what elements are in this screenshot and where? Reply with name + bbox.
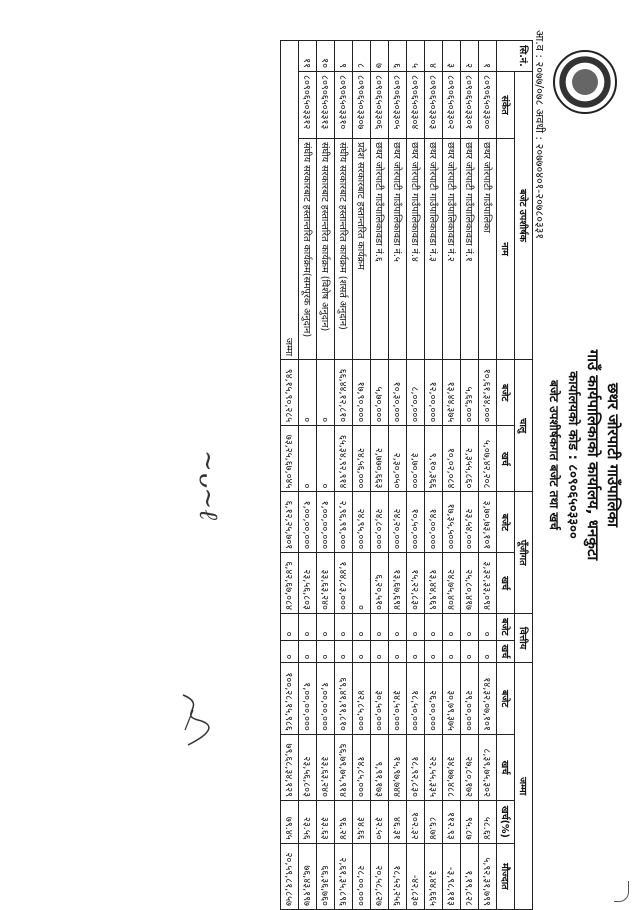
- bal-cell: २०,५८,८२७: [371, 843, 389, 909]
- tot-e-cell: २३,५६,८०३: [299, 734, 317, 800]
- name-cell: संघीय सरकारबाट हस्तान्तरित कार्यक्रम (विशेष अनुदान): [317, 139, 335, 360]
- report-title: बजेट उपशीर्षकगत बजेट तथा खर्च: [547, 380, 561, 530]
- code-cell: ८०९०६५०३३१२: [299, 72, 317, 139]
- table-row: [461, 41, 479, 910]
- bal-cell: ६६,३६,७६०: [317, 843, 335, 909]
- cur-e-cell: २,३०,०५०: [389, 426, 407, 492]
- cur-e-cell: ६५,३४,९२,९१४: [335, 426, 353, 492]
- cap-e-cell: २५,८०,४१७: [461, 553, 479, 614]
- name-cell: संघीय सरकारबाट हस्तान्तरित कार्यक्रम (शसर्त अनुदान): [335, 139, 353, 360]
- fin-b-cell: ०: [317, 614, 335, 641]
- name-cell: छथर जोरपाटी गाउँपालिकावडा नं.५: [389, 139, 407, 360]
- cap-e-cell: २३,५६,८०३: [299, 553, 317, 614]
- office-name: छथर जोरपाटी गाउँपालिका: [604, 382, 622, 528]
- capital-header: पूँजीगत: [515, 492, 533, 614]
- sn-cell: १०: [317, 41, 335, 72]
- tot-e-cell: १४,८५,०००: [353, 734, 371, 800]
- tot-e-cell: ६६,७९,७५,९१४: [335, 734, 353, 800]
- cap-b-cell: १,००,००,०००: [317, 492, 335, 553]
- tot-b-cell: २९,००,०००: [461, 663, 479, 735]
- name-cell: छथर जोरपाटी गाउँपालिकावडा नं.४: [407, 139, 425, 360]
- bal-cell: ७६,४३,१९७: [299, 843, 317, 909]
- pct-cell: ५८.६४: [479, 801, 497, 844]
- pct-cell: ९६.२४: [335, 801, 353, 844]
- code-cell: ८०९०६५०३३१०: [335, 72, 353, 139]
- subhead-header: बजेट उपशीर्षक: [515, 72, 533, 360]
- handwritten-signature: ~ᴗ~ℓ: [193, 450, 223, 521]
- pct-cell: ८६.७४: [425, 801, 443, 844]
- tot-b-cell: ४२,८५,०००: [353, 663, 371, 735]
- tot-b-cell: २६,००,०००: [425, 663, 443, 735]
- fin-b-cell: ०: [371, 614, 389, 641]
- cap-b-cell: २४,२०,०००: [389, 492, 407, 553]
- cur-b-cell: १०,६१,३४,०००: [479, 360, 497, 426]
- tot-b-cell: १,००,००,०००: [317, 663, 335, 735]
- tot-e-cell: ३४,७७,४८८: [443, 734, 461, 800]
- expense-col-header: खर्च: [497, 553, 515, 614]
- tot-b-cell: १८,५०,०००: [407, 663, 425, 735]
- sn-cell: ४: [425, 41, 443, 72]
- fin-e-cell: ०: [461, 640, 479, 663]
- cap-b-cell: १४,००,०००: [425, 492, 443, 553]
- pct-cell: २३.५६: [299, 801, 317, 844]
- expense-col-header: खर्च: [497, 426, 515, 492]
- total-pct-cell: ७९.४५: [281, 801, 299, 844]
- budget-col-header: बजेट: [497, 360, 515, 426]
- fin-b-cell: ०: [299, 614, 317, 641]
- table-row: [479, 41, 497, 910]
- fin-e-cell: ०: [443, 640, 461, 663]
- cap-e-cell: १३,४४,९६९: [425, 553, 443, 614]
- cap-e-cell: ३३,६३,२४०: [317, 553, 335, 614]
- fin-e-cell: ०: [299, 640, 317, 663]
- pct-cell: १०२.३२: [407, 801, 425, 844]
- fiscal-year-period: आ.व : २०७७/०७८ अवधी : २०७७०४०१-२०७८०३३१: [533, 30, 546, 240]
- pct-cell: ४६.३१: [389, 801, 407, 844]
- fin-e-cell: ०: [335, 640, 353, 663]
- tot-e-cell: २२,५५,३३५: [425, 734, 443, 800]
- cap-e-cell: १५,२२,८३०: [407, 553, 425, 614]
- fin-e-cell: ०: [317, 640, 335, 663]
- cur-b-cell: ५,७०,०००: [371, 360, 389, 426]
- tot-e-cell: १८,९२,८३०: [407, 734, 425, 800]
- expense-col-header: खर्च: [497, 640, 515, 663]
- name-cell: छथर जोरपाटी गाउँपालिका: [479, 139, 497, 360]
- tot-b-cell: ३०,५०,०००: [371, 663, 389, 735]
- tot-e-cell: ९,९१,१७३: [371, 734, 389, 800]
- total-cur-e-cell: ७३,२५,६७,०४५: [281, 426, 299, 492]
- code-cell: ८०९०६५०३३०४: [407, 72, 425, 139]
- cur-e-cell: ९,१०,३६६: [425, 426, 443, 492]
- fin-e-cell: ०: [407, 640, 425, 663]
- total-fin-e-cell: ०: [281, 640, 299, 663]
- cur-e-cell: ५,०७,४२,२०८: [479, 426, 497, 492]
- table-row: [299, 41, 317, 910]
- fin-b-cell: ०: [443, 614, 461, 641]
- cap-b-cell: १,००,००,०००: [299, 492, 317, 553]
- fin-e-cell: ०: [371, 640, 389, 663]
- table-row: [407, 41, 425, 910]
- cur-e-cell: ०: [317, 426, 335, 492]
- fin-b-cell: ०: [407, 614, 425, 641]
- sn-cell: ६: [389, 41, 407, 72]
- cur-e-cell: २,३५५,८६०: [461, 426, 479, 492]
- cur-e-cell: २,७७०,६६३: [371, 426, 389, 492]
- bal-cell: ५,९२,३१,७९९: [479, 843, 497, 909]
- bal-cell: १८,५२,२५६: [389, 843, 407, 909]
- sn-cell: १: [479, 41, 497, 72]
- sn-cell: ५: [407, 41, 425, 72]
- fin-e-cell: ०: [425, 640, 443, 663]
- name-cell: प्रदेश सरकारबाट हस्तान्तरित कार्यक्रम: [353, 139, 371, 360]
- pct-col-header: खर्च(%): [497, 801, 515, 844]
- pct-cell: ११२.९३: [443, 801, 461, 844]
- cap-b-cell: २४,९५,०००: [353, 492, 371, 553]
- code-col-header: संकेत: [497, 72, 515, 139]
- sn-cell: २: [461, 41, 479, 72]
- fin-b-cell: ०: [479, 614, 497, 641]
- name-col-header: नाम: [497, 139, 515, 360]
- bal-cell: -४२,८३०: [407, 843, 425, 909]
- total-tot-b-cell: १००,२८,१५,९८६: [281, 663, 299, 735]
- total-header: जम्मा: [515, 663, 533, 910]
- cap-e-cell: ३,३२,३३,०९४: [479, 553, 497, 614]
- bal-cell: -३,९८,११३: [443, 843, 461, 909]
- name-cell: संघीय सरकारबाट हस्तान्तरित कार्यक्रम(समपूरक अनुदान): [299, 139, 317, 360]
- fin-e-cell: ०: [479, 640, 497, 663]
- bal-cell: २८,००,०००: [353, 843, 371, 909]
- cap-e-cell: १३,६७,६९४: [389, 553, 407, 614]
- tot-b-cell: ६९,४१,११,८१०: [335, 663, 353, 735]
- total-tot-e-cell: ७९,६८,३४,१२९: [281, 734, 299, 800]
- table-row: [353, 41, 371, 910]
- code-cell: ८०९०६५०३३०३: [425, 72, 443, 139]
- cur-b-cell: १२,००,०००: [425, 360, 443, 426]
- cap-e-cell: १,४४,८३,०००: [335, 553, 353, 614]
- total-label: जम्मा: [281, 41, 299, 360]
- code-cell: ८०९०६५०३३०२: [443, 72, 461, 139]
- cap-e-cell: ०: [353, 553, 371, 614]
- cur-e-cell: १०,०२,०८४: [443, 426, 461, 492]
- fin-b-cell: ०: [425, 614, 443, 641]
- sn-cell: ९: [335, 41, 353, 72]
- cur-b-cell: ६६,४४,१२,८१०: [335, 360, 353, 426]
- tot-e-cell: ८,३९,७५,३०२: [479, 734, 497, 800]
- budget-col-header: बजेट: [497, 614, 515, 641]
- cur-b-cell: ८,००,०००: [407, 360, 425, 426]
- sn-cell: ७: [371, 41, 389, 72]
- budget-col-header: बजेट: [497, 663, 515, 735]
- code-cell: ८०९०६५०३३०६: [371, 72, 389, 139]
- code-cell: ८०९०६५०३३१३: [317, 72, 335, 139]
- tot-e-cell: ३३,६३,२४०: [317, 734, 335, 800]
- current-header: चालु: [515, 360, 533, 492]
- cur-e-cell: ३,७०,०००: [407, 426, 425, 492]
- office-subtitle: गाउँ कार्यपालिकाको कार्यालय, धनकुटा: [584, 349, 602, 561]
- tot-b-cell: १,००,००,०००: [299, 663, 317, 735]
- cur-e-cell: २४,५६,०००: [353, 426, 371, 492]
- total-cur-b-cell: ९४,१५,९०,२८५: [281, 360, 299, 426]
- cur-e-cell: ०: [299, 426, 317, 492]
- table-row: [443, 41, 461, 910]
- balance-col-header: मौज्दात: [497, 843, 515, 909]
- fin-b-cell: ०: [461, 614, 479, 641]
- pct-cell: ९५.८७: [461, 801, 479, 844]
- name-cell: छथर जोरपाटी गाउँपालिकावडा नं.२: [443, 139, 461, 360]
- tot-e-cell: २७,८०,१७२: [461, 734, 479, 800]
- cap-b-cell: २४,८०,०००: [371, 492, 389, 553]
- cap-e-cell: २४,७५,४०४: [443, 553, 461, 614]
- table-row: [389, 41, 407, 910]
- cap-b-cell: २,९६,९९,०००: [335, 492, 353, 553]
- name-cell: छथर जोरपाटी गाउँपालिकावडा नं.३: [425, 139, 443, 360]
- total-bal-cell: २०,५९,८१,८५७: [281, 843, 299, 909]
- cur-b-cell: ०: [317, 360, 335, 426]
- tot-b-cell: ३४,५०,०००: [389, 663, 407, 735]
- sn-cell: ३: [443, 41, 461, 72]
- code-cell: ८०९०६५०३३०१: [461, 72, 479, 139]
- financing-header: वित्तीय: [515, 614, 533, 663]
- signature-scribble-icon: [173, 690, 213, 750]
- fin-b-cell: ०: [353, 614, 371, 641]
- budget-table: [280, 40, 533, 910]
- office-code: कार्यालयको कोड : ८०९०६५०३३००: [565, 371, 580, 539]
- table-row: [317, 41, 335, 910]
- expense-col-header: खर्च: [497, 734, 515, 800]
- name-cell: छथर जोरपाटी गाउँपालिकावडा नं.१: [461, 139, 479, 360]
- bal-cell: १,१९,८२८: [461, 843, 479, 909]
- pct-cell: ३४.६६: [353, 801, 371, 844]
- cur-b-cell: १०,३०,०००: [389, 360, 407, 426]
- cur-b-cell: १३,४४,३७५: [443, 360, 461, 426]
- fin-e-cell: ०: [389, 640, 407, 663]
- cap-b-cell: ३,७०,७३,१०१: [479, 492, 497, 553]
- budget-col-header: बजेट: [497, 492, 515, 553]
- total-cap-e-cell: ६,४२,६७,०८४: [281, 553, 299, 614]
- bal-cell: ३,४४,६६५: [425, 843, 443, 909]
- cur-b-cell: ५,६६,०००: [461, 360, 479, 426]
- tot-e-cell: १५,९७,७४४: [389, 734, 407, 800]
- name-cell: छथर जोरपाटी गाउँपालिकावडा नं.६: [371, 139, 389, 360]
- cur-b-cell: १७,९०,०००: [353, 360, 371, 426]
- pct-cell: ३२.५०: [371, 801, 389, 844]
- sn-header: सि.नं.: [497, 41, 533, 72]
- table-row: [335, 41, 353, 910]
- table-row: [425, 41, 443, 910]
- cap-e-cell: ६,२०,५१०: [371, 553, 389, 614]
- fin-b-cell: ०: [335, 614, 353, 641]
- bal-cell: २,६१,३५,८९६: [335, 843, 353, 909]
- pct-cell: ३३.६३: [317, 801, 335, 844]
- cur-b-cell: ०: [299, 360, 317, 426]
- fin-b-cell: ०: [389, 614, 407, 641]
- tot-b-cell: १४,३२,०७,१०१: [479, 663, 497, 735]
- code-cell: ८०९०६५०३३०५: [389, 72, 407, 139]
- tot-b-cell: ३०,७९,३७५: [443, 663, 461, 735]
- cap-b-cell: २३,५४,०००: [461, 492, 479, 553]
- table-row: [371, 41, 389, 910]
- total-cap-b-cell: ६,१२,२५,७०१: [281, 492, 299, 553]
- cap-b-cell: १०,५०,०००: [407, 492, 425, 553]
- table-body: [281, 41, 497, 910]
- code-cell: ८०९०६५०३३०७: [353, 72, 371, 139]
- sn-cell: ८: [353, 41, 371, 72]
- code-cell: ८०९०६५०३३००: [479, 72, 497, 139]
- sn-cell: ११: [299, 41, 317, 72]
- total-fin-b-cell: ०: [281, 614, 299, 641]
- total-row: [281, 41, 299, 910]
- fin-e-cell: ०: [353, 640, 371, 663]
- cap-b-cell: १७,३५,५०००: [443, 492, 461, 553]
